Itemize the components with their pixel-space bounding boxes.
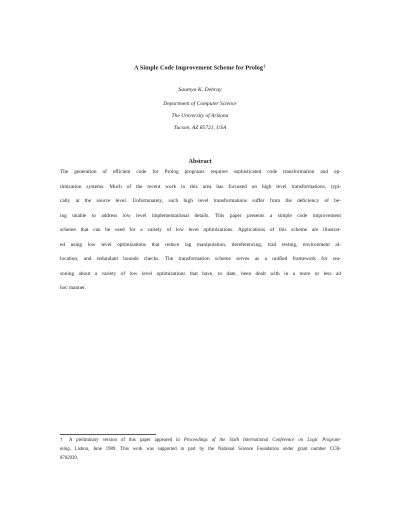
affiliation-address: Tucson, AZ 85721, USA [173, 125, 227, 131]
abstract-line: location, and redundant bounds checks. The transformation scheme serves as a unified framework for rea- [60, 256, 341, 262]
abstract-line: The generation of efficient code for Prolog programs requires sophisticated code transformation and op- [60, 169, 341, 175]
abstract-line: hoc manner. [60, 285, 86, 291]
footnote-prefix: † A preliminary version of this paper appeared in [60, 438, 180, 443]
abstract-line: timization systems. Much of the recent work in this area has focussed on high level transformations, typi- [60, 183, 341, 190]
abstract-line: ing unable to address low level implementational details. This paper presents a simple code improvement [60, 212, 341, 219]
footnote-rule [60, 434, 156, 435]
abstract-line: cally at the source level. Unfortunately, such high level transformations suffer from the deficiency of be- [60, 198, 341, 204]
footnote-venue-cont: ming [60, 447, 70, 452]
footnote-line [60, 437, 341, 445]
abstract-line: soning about a variety of low level optimizations that have, to date, been dealt with in a more or less ad [60, 270, 341, 277]
title-text: A Simple Code Improvement Scheme for Prolog [134, 64, 264, 72]
paper-title [0, 64, 400, 72]
affiliation-university: The University of Arizona [171, 113, 229, 119]
affiliation-department: Department of Computer Science [163, 101, 237, 107]
footnote-line [60, 446, 341, 454]
abstract-heading: Abstract [188, 158, 212, 165]
footnote-venue: Proceedings of the Sixth International Conference on Logic Program- [183, 438, 341, 443]
abstract-line: ed using low level optimizations that reduce tag manipulation, dereferencing, trail testing, environment al- [60, 241, 341, 248]
abstract-line: scheme that can be used for a variety of low level optimizations. Applications of this scheme are illustrat- [60, 227, 341, 233]
footnote-funding: , Lisbon, June 1989. This work was supported in part by the National Science Foundation under grant number CCR- [69, 447, 341, 452]
footnote-grant-number: 8702939. [60, 456, 78, 461]
title-footnote-mark: † [263, 64, 266, 70]
author-name: Saumya K. Debray [178, 87, 222, 93]
